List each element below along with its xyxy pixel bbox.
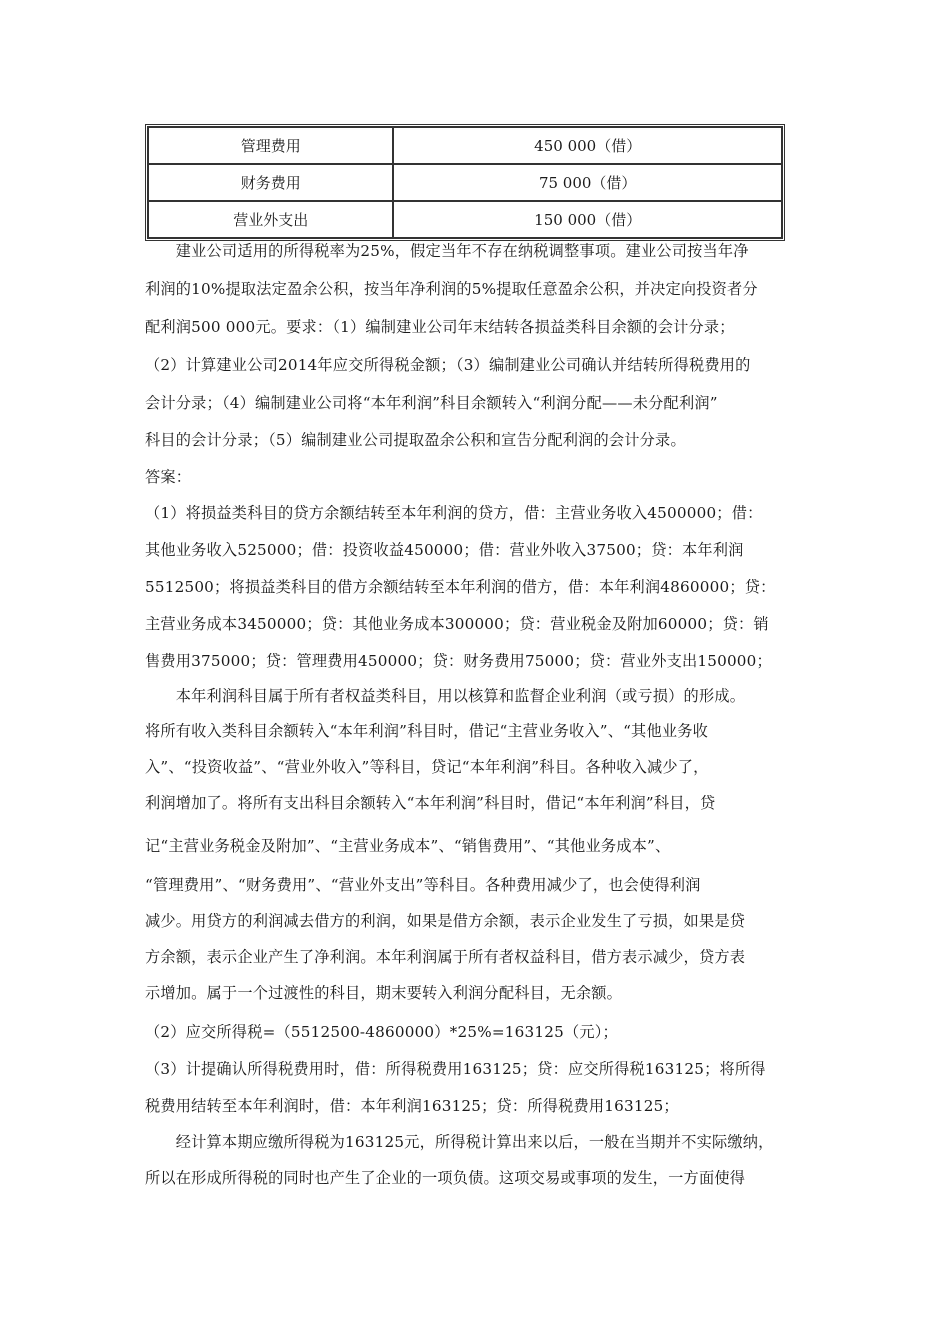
paragraph-line: 会计分录；（4）编制建业公司将“本年利润”科目余额转入“利润分配——未分配利润”: [145, 394, 718, 412]
answer-heading: 答案：: [145, 468, 192, 486]
paragraph-line: 税费用结转至本年利润时，借：本年利润163125；贷：所得税费用163125；: [145, 1097, 679, 1115]
paragraph-line: 将所有收入类科目余额转入“本年利润”科目时，借记“主营业务收入”、“其他业务收: [145, 722, 708, 740]
table-row: [148, 127, 782, 164]
paragraph-line: （1）将损益类科目的贷方余额结转至本年利润的贷方，借：主营业务收入4500000；借：: [145, 504, 763, 522]
paragraph-line: 经计算本期应缴所得税为163125元，所得税计算出来以后，一般在当期并不实际缴纳，: [145, 1133, 774, 1151]
account-name-cell: 财务费用: [148, 164, 393, 201]
account-amount-cell: 150 000（借）: [393, 201, 782, 238]
table-row: [148, 201, 782, 238]
paragraph-line: “管理费用”、“财务费用”、“营业外支出”等科目。各种费用减少了，也会使得利润: [145, 876, 701, 894]
paragraph-line: 5512500；将损益类科目的借方余额结转至本年利润的借方，借：本年利润4860000；贷：: [145, 578, 776, 596]
paragraph-line: （2）应交所得税=（5512500-4860000）*25%=163125（元）；: [145, 1023, 618, 1041]
paragraph-line: 减少。用贷方的利润减去借方的利润，如果是借方余额，表示企业发生了亏损，如果是贷: [145, 912, 746, 930]
paragraph-line: 示增加。属于一个过渡性的科目，期末要转入利润分配科目，无余额。: [145, 984, 623, 1002]
account-balance-table: [145, 124, 785, 241]
table-row: [148, 164, 782, 201]
account-name-cell: 管理费用: [148, 127, 393, 164]
paragraph-line: 利润的10%提取法定盈余公积，按当年净利润的5%提取任意盈余公积，并决定向投资者分: [145, 280, 758, 298]
paragraph-line: 建业公司适用的所得税率为25%，假定当年不存在纳税调整事项。建业公司按当年净: [145, 242, 749, 260]
paragraph-line: 科目的会计分录；（5）编制建业公司提取盈余公积和宣告分配利润的会计分录。: [145, 431, 686, 449]
paragraph-line: 入”、“投资收益”、“营业外收入”等科目，贷记“本年利润”科目。各种收入减少了，: [145, 758, 709, 776]
paragraph-line: 售费用375000；贷：管理费用450000；贷：财务费用75000；贷：营业外支出150000；: [145, 652, 772, 670]
account-name-cell: 营业外支出: [148, 201, 393, 238]
paragraph-line: 主营业务成本3450000；贷：其他业务成本300000；贷：营业税金及附加60000；贷：销: [145, 615, 769, 633]
paragraph-line: 其他业务收入525000；借：投资收益450000；借：营业外收入37500；贷：本年利润: [145, 541, 744, 559]
account-amount-cell: 75 000（借）: [393, 164, 782, 201]
account-amount-cell: 450 000（借）: [393, 127, 782, 164]
paragraph-line: （3）计提确认所得税费用时，借：所得税费用163125；贷：应交所得税163125；将所得: [145, 1060, 766, 1078]
paragraph-line: 利润增加了。将所有支出科目余额转入“本年利润”科目时，借记“本年利润”科目，贷: [145, 794, 716, 812]
paragraph-line: 所以在形成所得税的同时也产生了企业的一项负债。这项交易或事项的发生，一方面使得: [145, 1169, 746, 1187]
paragraph-line: 记“主营业务税金及附加”、“主营业务成本”、“销售费用”、“其他业务成本”、: [145, 837, 671, 855]
paragraph-line: 本年利润科目属于所有者权益类科目，用以核算和监督企业利润（或亏损）的形成。: [145, 687, 746, 705]
paragraph-line: 方余额，表示企业产生了净利润。本年利润属于所有者权益科目，借方表示减少，贷方表: [145, 948, 746, 966]
paragraph-line: 配利润500 000元。要求：（1）编制建业公司年末结转各损益类科目余额的会计分录；: [145, 318, 735, 336]
paragraph-line: （2）计算建业公司2014年应交所得税金额；（3）编制建业公司确认并结转所得税费用的: [145, 356, 751, 374]
